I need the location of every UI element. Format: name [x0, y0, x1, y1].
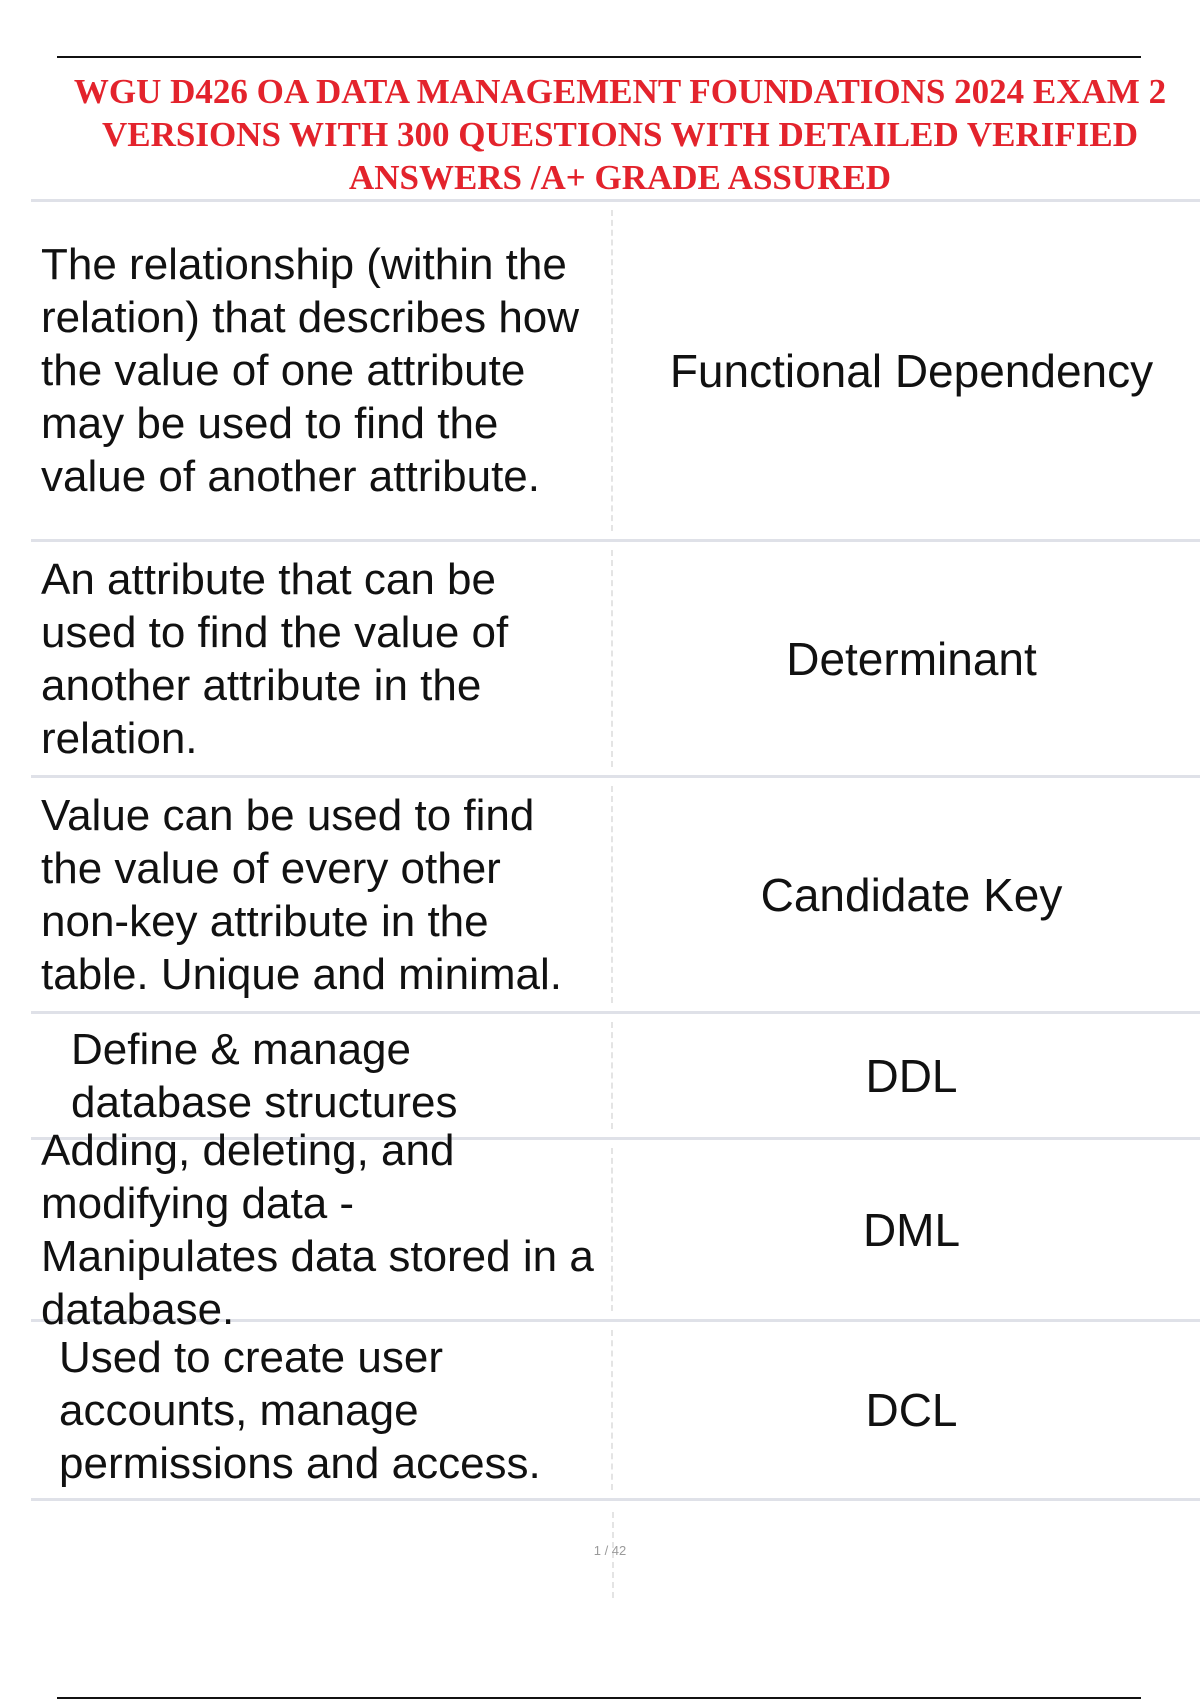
- top-rule: [57, 56, 1141, 58]
- flashcard-row: [31, 1125, 1200, 1334]
- flashcard-row: [31, 1319, 1200, 1501]
- card-definition: Candidate Key: [760, 868, 1063, 921]
- card-term: [31, 1125, 613, 1334]
- card-term-text: The relationship (within the relation) that describes how the value of one attribute may be used to find the value of another attribute.: [41, 240, 580, 501]
- card-term-text: An attribute that can be used to find the value of another attribute in the relation.: [41, 554, 509, 763]
- flashcard-row: [31, 1011, 1200, 1137]
- card-term: [31, 550, 613, 767]
- flashcard-row: [31, 199, 1200, 539]
- page-indicator: 1 / 42: [593, 1543, 627, 1558]
- flashcard-row: [31, 539, 1200, 775]
- card-term-text: Used to create user accounts, manage permissions and access.: [59, 1332, 541, 1488]
- card-term: [31, 1330, 613, 1490]
- card-definition: DML: [862, 1203, 961, 1256]
- document-title: WGU D426 OA DATA MANAGEMENT FOUNDATIONS 2024 EXAM 2 VERSIONS WITH 300 QUESTIONS WITH DETAILED VERIFIED ANSWERS /A+ GRADE ASSURED: [73, 72, 1167, 197]
- flashcard-list: [31, 199, 1200, 1501]
- card-term: [31, 210, 613, 531]
- card-definition: Determinant: [786, 632, 1037, 685]
- card-term-text: Value can be used to find the value of every other non-key attribute in the table. Unique and minimal.: [41, 790, 562, 999]
- flashcard-row: [31, 775, 1200, 1011]
- bottom-rule: [57, 1697, 1141, 1699]
- card-term-text: Adding, deleting, and modifying data - Manipulates data stored in a database.: [41, 1125, 594, 1334]
- card-term: [31, 1022, 613, 1129]
- card-definition: DCL: [865, 1384, 958, 1436]
- card-definition: DDL: [865, 1049, 958, 1102]
- card-term-text: Define & manage database structures: [71, 1024, 458, 1127]
- card-term: [31, 786, 613, 1003]
- card-definition: Functional Dependency: [669, 344, 1154, 397]
